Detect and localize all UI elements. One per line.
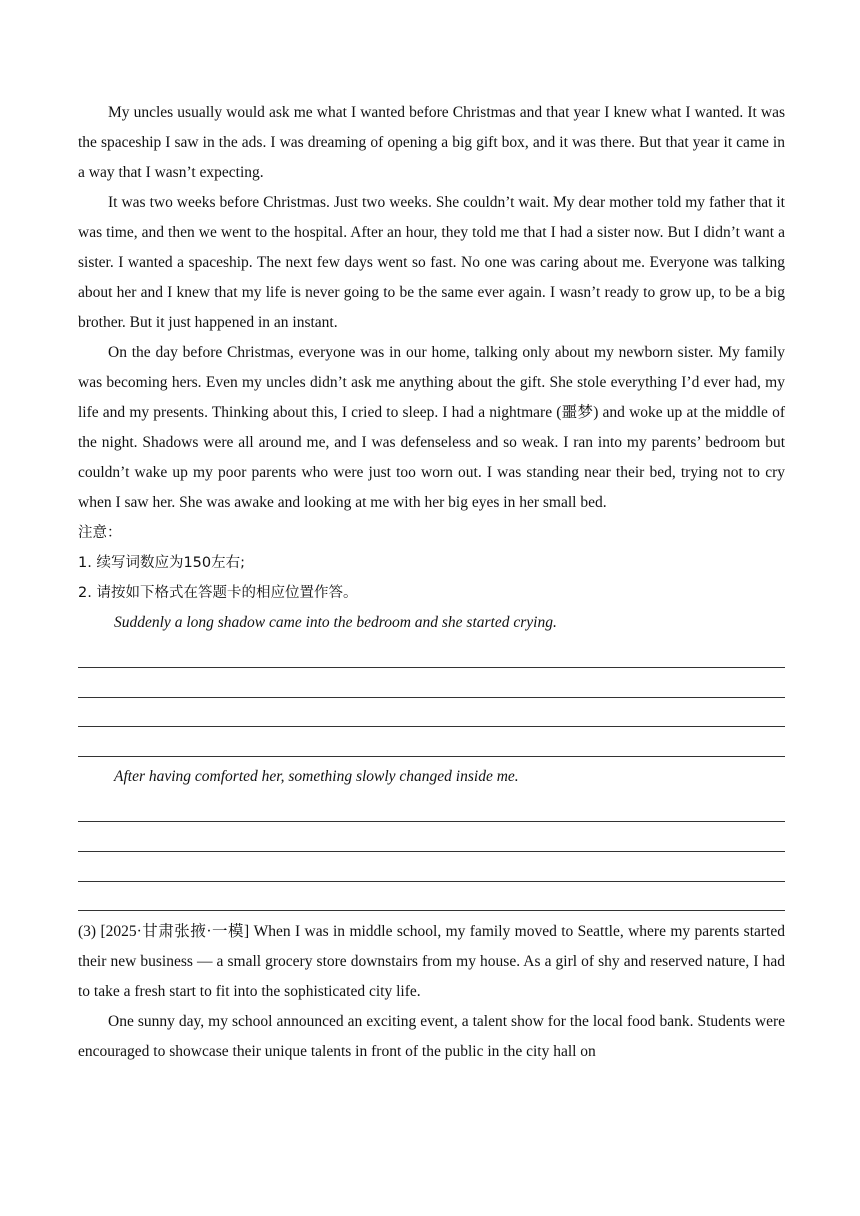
answer-line[interactable] <box>78 698 785 728</box>
story-paragraph-2: It was two weeks before Christmas. Just two weeks. She couldn’t wait. My dear mother told my father that it was time, and then we went to the hospital. After an hour, they told me that I had a sister now. But I didn’t want a sister. I wanted a spaceship. The next few days went so fast. No one was caring about me. Everyone was talking about her and I knew that my life is never going to be the same ever again. I wasn’t ready to grow up, to be a big brother. But it just happened in an instant. <box>78 194 785 331</box>
continuation-prompt-2: After having comforted her, something slowly changed inside me. <box>114 768 519 786</box>
answer-line[interactable] <box>78 638 785 668</box>
answer-line[interactable] <box>78 852 785 882</box>
next-question-paragraph-1: (3) [2025·甘肃张掖·一模] When I was in middle school, my family moved to Seattle, where my parents started their new business — a small grocery store downstairs from my house. As a girl of shy and reserved nature, I had to take a fresh start to fit into the sophisticated city life. <box>78 923 785 1001</box>
answer-line[interactable] <box>78 822 785 852</box>
notes-heading: 注意： <box>78 525 122 541</box>
answer-lines-1 <box>78 638 785 757</box>
notes-item-2: 2. 请按如下格式在答题卡的相应位置作答。 <box>78 585 358 601</box>
answer-line[interactable] <box>78 792 785 822</box>
continuation-prompt-1: Suddenly a long shadow came into the bedroom and she started crying. <box>114 614 557 631</box>
document-page <box>78 98 785 1067</box>
answer-line[interactable] <box>78 882 785 912</box>
notes-item-1: 1. 续写词数应为150左右; <box>78 555 246 571</box>
story-paragraph-3: On the day before Christmas, everyone was in our home, talking only about my newborn sister. My family was becoming hers. Even my uncles didn’t ask me anything about the gift. She stole everything I’d ever had, my life and my presents. Thinking about this, I cried to sleep. I had a nightmare (噩梦) and woke up at the middle of the night. Shadows were all around me, and I was defenseless and so weak. I ran into my parents’ bedroom but couldn’t wake up my poor parents who were just too worn out. I was standing near their bed, trying not to cry when I saw her. She was awake and looking at me with her big eyes in her small bed. <box>78 344 785 511</box>
next-question-paragraph-2: One sunny day, my school announced an exciting event, a talent show for the local food bank. Students were encouraged to showcase their unique talents in front of the public in the city hall on <box>78 1013 785 1061</box>
story-paragraph-1: My uncles usually would ask me what I wanted before Christmas and that year I knew what I wanted. It was the spaceship I saw in the ads. I was dreaming of opening a big gift box, and it was there. But that year it came in a way that I wasn’t expecting. <box>78 104 785 181</box>
answer-line[interactable] <box>78 668 785 698</box>
answer-lines-2 <box>78 792 785 911</box>
answer-line[interactable] <box>78 727 785 757</box>
